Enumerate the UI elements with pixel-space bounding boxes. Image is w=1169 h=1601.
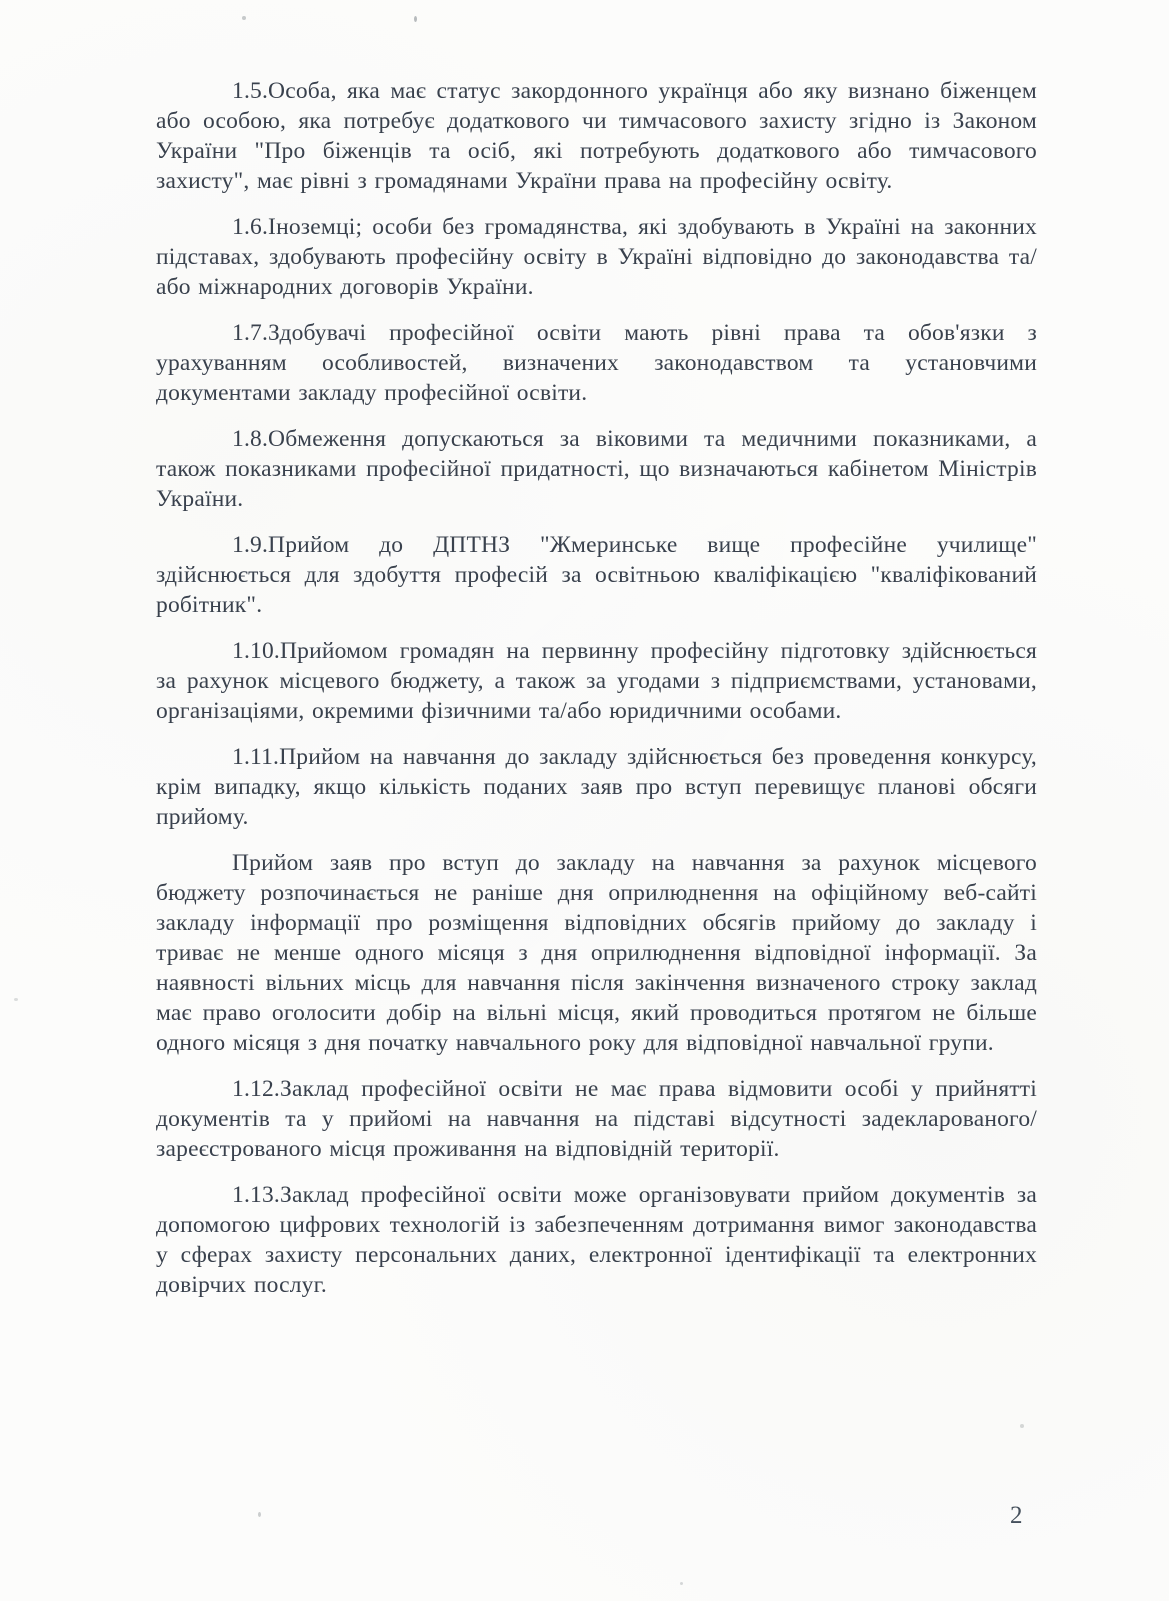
- paragraph-admission-applications: Прийом заяв про вступ до закладу на навчання за рахунок місцевого бюджету розпочинається не раніше дня оприлюднення на офіційному веб-сайті закладу інформації про розміщення відповідних обсягів прийому до закладу і триває не менше одного місяця з дня оприлюднення відповідної інформації. За наявності вільних місць для навчання після закінчення визначеного строку заклад має право оголосити добір на вільні місця, який проводиться протягом не більше одного місяця з дня початку навчального року для відповідної навчальної групи.: [156, 850, 1037, 1056]
- paragraph-1-13: 1.13.Заклад професійної освіти може організовувати прийом документів за допомогою цифрових технологій із забезпеченням дотримання вимог законодавства у сферах захисту персональних даних, електронної ідентифікації та електронних довірчих послуг.: [156, 1182, 1037, 1298]
- scan-speck: [14, 998, 18, 1001]
- paragraph-1-6: 1.6.Іноземці; особи без громадянства, які здобувають в Україні на законних підставах, здобувають професійну освіту в Україні відповідно до законодавства та/або міжнародних договорів України.: [156, 214, 1037, 300]
- paragraph-1-12: 1.12.Заклад професійної освіти не має права відмовити особі у прийнятті документів та у прийомі на навчання на підставі відсутності задекларованого/зареєстрованого місця проживання на відповідній території.: [156, 1076, 1037, 1162]
- document-body: [156, 76, 1037, 1316]
- paragraph-1-11: 1.11.Прийом на навчання до закладу здійснюється без проведення конкурсу, крім випадку, якщо кількість поданих заяв про вступ перевищує планові обсяги прийому.: [156, 744, 1037, 830]
- scan-speck: [680, 1582, 683, 1585]
- paragraph-1-5: 1.5.Особа, яка має статус закордонного українця або яку визнано біженцем або особою, яка потребує додаткового чи тимчасового захисту згідно із Законом України "Про біженців та осіб, які потребують додаткового або тимчасового захисту", має рівні з громадянами України права на професійну освіту.: [156, 78, 1037, 194]
- paragraph-1-7: 1.7.Здобувачі професійної освіти мають рівні права та обов'язки з урахуванням особливостей, визначених законодавством та установчими документами закладу професійної освіти.: [156, 320, 1037, 406]
- scan-speck: [242, 16, 246, 20]
- paragraph-1-10: 1.10.Прийомом громадян на первинну професійну підготовку здійснюється за рахунок місцевого бюджету, а також за угодами з підприємствами, установами, організаціями, окремими фізичними та/або юридичними особами.: [156, 638, 1037, 724]
- paragraph-1-9: 1.9.Прийом до ДПТНЗ "Жмеринське вище професійне училище" здійснюється для здобуття професій за освітньою кваліфікацією "кваліфікований робітник".: [156, 532, 1037, 618]
- page-number: 2: [1010, 1502, 1023, 1529]
- scan-speck: [258, 1512, 261, 1517]
- scan-speck: [414, 16, 417, 22]
- scan-speck: [1020, 1424, 1024, 1428]
- paragraph-1-8: 1.8.Обмеження допускаються за віковими та медичними показниками, а також показниками професійної придатності, що визначаються кабінетом Міністрів України.: [156, 426, 1037, 512]
